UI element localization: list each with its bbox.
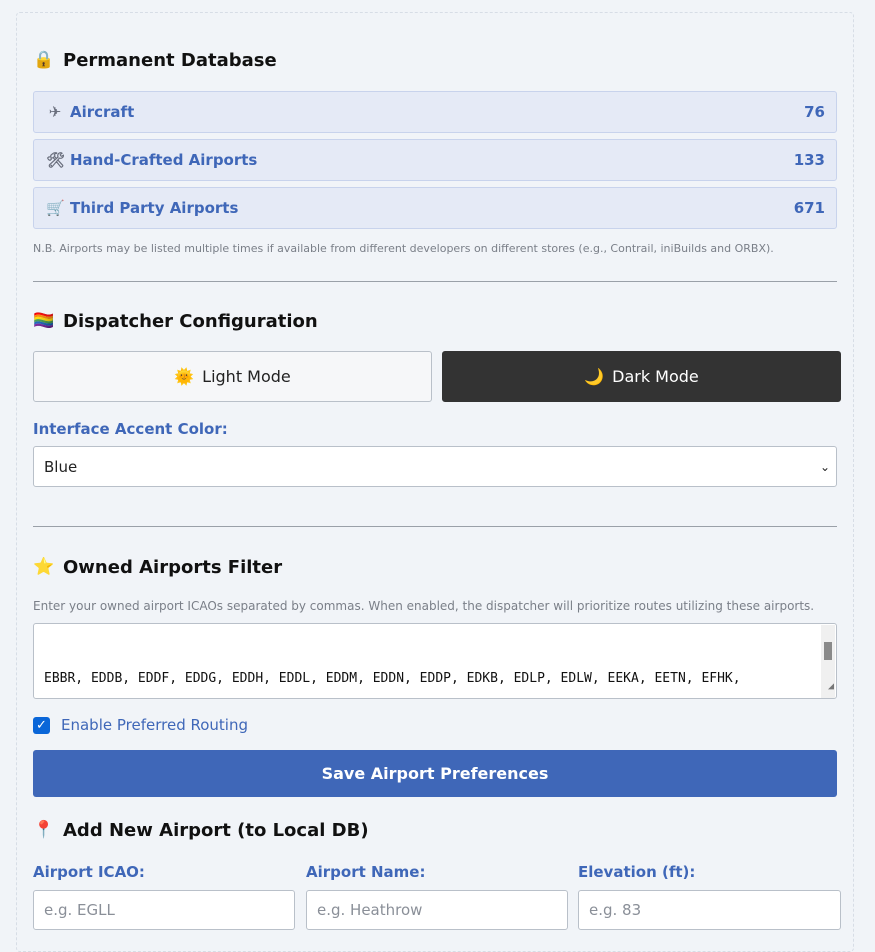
dispatcher-title [33,308,318,334]
owned-airports-description: Enter your owned airport ICAOs separated by commas. When enabled, the dispatcher will prioritize routes utilizing these airports. [33,599,815,613]
light-mode-button[interactable] [33,351,432,402]
rainbow-flag-icon: 🏳️‍🌈 [33,311,55,331]
owned-airports-title [33,554,282,580]
elevation-label: Elevation (ft): [578,863,696,881]
add-airport-title [33,817,369,843]
save-button-label: Save Airport Preferences [321,764,549,783]
icao-input[interactable] [33,890,295,930]
resize-grip-icon[interactable]: ◢ [827,680,834,692]
cart-icon: 🛒 [46,199,65,217]
divider [33,281,837,282]
airplane-icon: ✈ [48,103,62,121]
stat-count-hand-crafted: 133 [793,151,825,169]
star-icon: ⭐ [33,557,55,577]
chevron-down-icon: ⌄ [819,459,830,474]
elevation-placeholder: e.g. 83 [589,901,642,919]
stat-row-hand-crafted-airports[interactable] [33,139,837,181]
elevation-input[interactable] [578,890,841,930]
owned-airports-title-text: Owned Airports Filter [63,556,283,578]
stat-label-aircraft: Aircraft [70,103,135,121]
stat-label-group [46,199,238,217]
icao-placeholder: e.g. EGLL [44,901,115,919]
textarea-line: EBBR, EDDB, EDDF, EDDG, EDDH, EDDL, EDDM, EDDN, EDDP, EDKB, EDLP, EDLW, EEKA, EETN, EFHK, [44,671,741,686]
stat-label-group [46,103,134,121]
moon-icon: 🌙 [584,367,605,386]
preferred-routing-toggle[interactable] [33,716,248,734]
permanent-db-title [33,47,277,73]
db-note: N.B. Airports may be listed multiple times if available from different developers on different stores (e.g., Contrail, iniBuilds and ORBX). [33,242,774,255]
stat-label-group [46,151,257,169]
preferred-routing-label: Enable Preferred Routing [61,716,248,734]
stat-row-third-party-airports[interactable] [33,187,837,229]
dark-mode-button[interactable] [442,351,841,402]
stat-row-aircraft[interactable] [33,91,837,133]
light-mode-label: Light Mode [202,367,291,386]
scrollbar-thumb[interactable] [824,642,832,660]
lock-icon: 🔒 [33,50,55,70]
tools-icon: 🛠 [46,151,66,169]
dispatcher-title-text: Dispatcher Configuration [63,310,318,332]
pin-icon: 📍 [33,820,55,840]
divider [33,526,837,527]
accent-color-select[interactable] [33,446,837,487]
airport-name-placeholder: e.g. Heathrow [317,901,423,919]
icao-label: Airport ICAO: [33,863,145,881]
owned-airports-textarea[interactable] [33,623,837,699]
stat-label-hand-crafted: Hand-Crafted Airports [70,151,258,169]
stat-count-aircraft: 76 [804,103,825,121]
dark-mode-label: Dark Mode [612,367,699,386]
airport-name-input[interactable] [306,890,568,930]
sun-icon: 🌞 [174,367,195,386]
save-airport-preferences-button[interactable] [33,750,837,797]
add-airport-title-text: Add New Airport (to Local DB) [63,819,369,841]
settings-panel [16,12,854,952]
accent-color-label: Interface Accent Color: [33,420,228,438]
permanent-db-title-text: Permanent Database [63,49,277,71]
stat-count-third-party: 671 [793,199,825,217]
checkbox-checked-icon[interactable]: ✓ [33,717,50,734]
stat-label-third-party: Third Party Airports [70,199,239,217]
accent-color-value: Blue [44,457,78,476]
airport-name-label: Airport Name: [306,863,426,881]
